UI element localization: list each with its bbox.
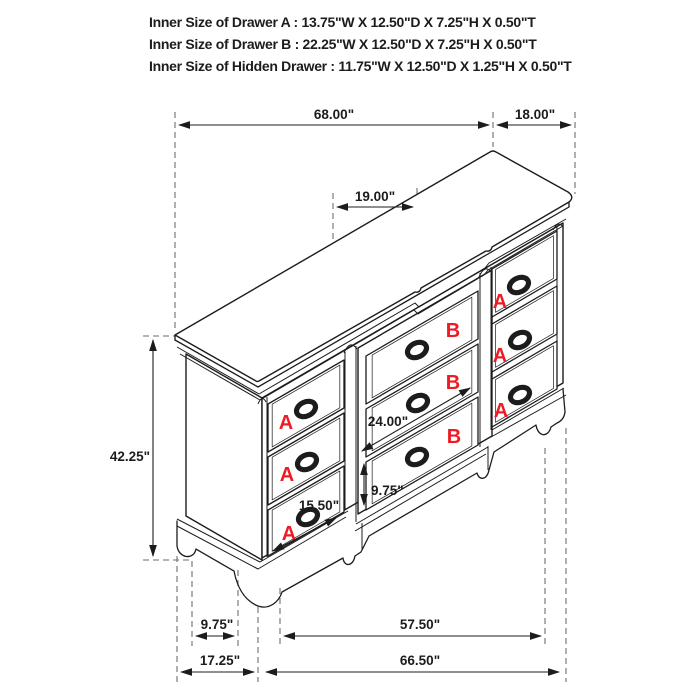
title-block bbox=[149, 14, 572, 74]
drawer-height-label: 9.75" bbox=[371, 483, 404, 498]
floor-width-label: 66.50" bbox=[399, 653, 441, 668]
dresser-drawing bbox=[175, 151, 572, 607]
overall-height-label: 42.25" bbox=[109, 449, 150, 464]
drawer-a-inner-size-text: Inner Size of Drawer A : 13.75"W X 12.50"D X 7.25"H X 0.50"T bbox=[149, 14, 536, 30]
center-offset-label: 19.00" bbox=[354, 189, 396, 204]
drawer-tag-a: A bbox=[492, 345, 508, 367]
floor-depth-label: 17.25" bbox=[199, 653, 241, 668]
drawer-b-width-label: 24.00" bbox=[367, 414, 409, 429]
drawer-tag-a: A bbox=[493, 400, 509, 422]
drawer-tag-a: A bbox=[492, 291, 508, 313]
center-drawer-column bbox=[366, 291, 478, 510]
overall-depth-label: 18.00" bbox=[514, 107, 556, 122]
feet-span-label: 57.50" bbox=[399, 617, 441, 632]
drawer-b-inner-size-text: Inner Size of Drawer B : 22.25"W X 12.50"D X 7.25"H X 0.50"T bbox=[149, 36, 537, 52]
foot-depth-label: 9.75" bbox=[200, 617, 234, 632]
drawer-tag-b: B bbox=[445, 320, 461, 342]
hidden-drawer-inner-size-text: Inner Size of Hidden Drawer : 11.75"W X 12.50"D X 1.25"H X 0.50"T bbox=[149, 58, 572, 74]
drawer-tag-a: A bbox=[279, 464, 295, 486]
drawer-tag-a: A bbox=[281, 523, 297, 545]
overall-width-label: 68.00" bbox=[313, 107, 355, 122]
drawer-tag-b: B bbox=[445, 372, 461, 394]
drawer-tag-a: A bbox=[278, 412, 294, 434]
drawer-a-width-label: 15.50" bbox=[298, 498, 340, 513]
drawer-tag-b: B bbox=[446, 426, 462, 448]
